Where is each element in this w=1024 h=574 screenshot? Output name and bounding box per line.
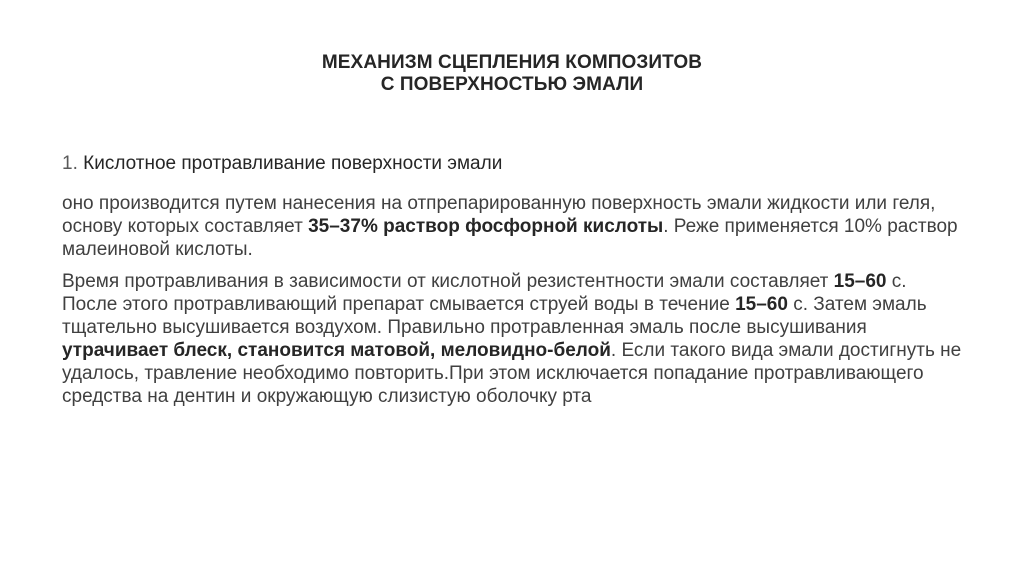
p2-text-4: . Если такого вида эмали достигнуть не удалось, травление необходимо повторить.При этом исключается попадание протравливающего средства на дентин и окружающую слизистую оболочку рта	[62, 340, 962, 407]
paragraph-application	[62, 192, 962, 261]
title-line-1: МЕХАНИЗМ СЦЕПЛЕНИЯ КОМПОЗИТОВ	[321, 52, 703, 73]
heading-number: 1.	[62, 153, 78, 174]
p2-bold-result: утрачивает блеск, становится матовой, меловидно-белой	[62, 340, 611, 361]
heading-text: Кислотное протравливание поверхности эмали	[83, 153, 503, 174]
paragraph-etching-time	[62, 270, 962, 408]
p2-text-2: с. После этого протравливающий препарат смывается струей воды в течение	[62, 271, 907, 315]
p2-bold-time-1: 15–60	[833, 271, 887, 292]
slide-content	[62, 152, 962, 417]
p2-text-1: Время протравливания в зависимости от кислотной резистентности эмали составляет	[62, 271, 834, 292]
p2-bold-time-2: 15–60	[735, 294, 788, 315]
title-line-2: С ПОВЕРХНОСТЬЮ ЭМАЛИ	[380, 74, 644, 95]
section-heading	[62, 152, 962, 176]
p1-bold-acid: 35–37% раствор фосфорной кислоты	[308, 216, 664, 237]
p1-text-2: . Реже применяется 10% раствор малеиновой кислоты.	[62, 216, 958, 260]
p2-text-3: с. Затем эмаль тщательно высушивается воздухом. Правильно протравленная эмаль после высушивания	[62, 294, 927, 338]
p1-text-1: оно производится путем нанесения на отпрепарированную поверхность эмали жидкости или геля, основу которых составляет	[62, 193, 936, 237]
slide-title	[200, 52, 824, 96]
